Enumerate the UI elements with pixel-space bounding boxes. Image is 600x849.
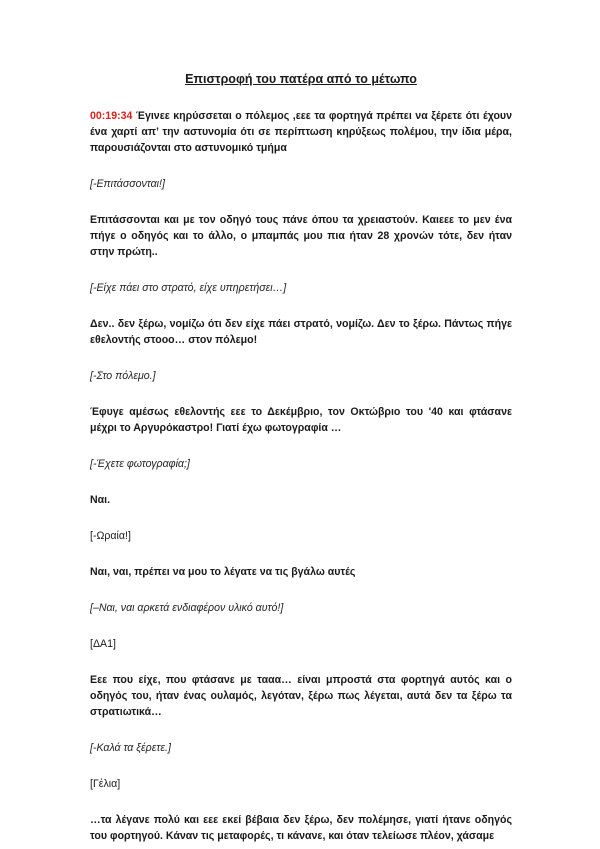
- paragraph: Επιτάσσονται και με τον οδηγό τους πάνε όπου τα χρειαστούν. Καιεεε το μεν ένα πήγε ο οδηγός και το άλλο, ο μπαμπάς μου πια ήταν 28 χρονών τότε, δεν ήταν στην πρώτη..: [90, 214, 512, 258]
- paragraph: Έφυγε αμέσως εθελοντής εεε το Δεκέμβριο, τον Οκτώβριο του '40 και φτάσανε μέχρι το Αργυρόκαστρο! Γιατί έχω φωτογραφία …: [90, 406, 512, 434]
- first-paragraph-text: Έγινεε κηρύσσεται ο πόλεμος ,εεε τα φορτηγά πρέπει να ξέρετε ότι έχουν ένα χαρτί απ’ την αστυνομία ότι σε περίπτωση κηρύξεως πολέμου, την ίδια μέρα, παρουσιάζονται στο αστυνομικό τμήμα: [90, 110, 512, 154]
- paragraph: [Γέλια]: [90, 778, 121, 790]
- timestamp: 00:19:34: [90, 110, 133, 122]
- paragraph: [-Ωραία!]: [90, 530, 131, 542]
- paragraph: Ναι, ναι, πρέπει να μου το λέγατε να τις βγάλω αυτές: [90, 566, 356, 578]
- transcript-body: [90, 176, 512, 844]
- paragraph: [–Ναι, ναι αρκετά ενδιαφέρον υλικό αυτό!]: [90, 602, 284, 614]
- paragraph: [-Είχε πάει στο στρατό, είχε υπηρετήσει…]: [90, 282, 287, 294]
- paragraph: [-Καλά τα ξέρετε.]: [90, 742, 171, 754]
- first-paragraph: [90, 108, 512, 156]
- paragraph: [ΔΑ1]: [90, 638, 116, 650]
- document-title: Επιστροφή του πατέρα από το μέτωπο: [185, 72, 417, 86]
- paragraph: [-Στο πόλεμο.]: [90, 370, 156, 382]
- paragraph: …τα λέγανε πολύ και εεε εκεί βέβαια δεν ξέρω, δεν πολέμησε, γιατί ήτανε οδηγός του φορτηγού. Κάναν τις μεταφορές, τι κάνανε, και όταν τελείωσε πλέον, χάσαμε: [90, 814, 512, 842]
- paragraph: Εεε που είχε, που φτάσανε με τααα… είναι μπροστά στα φορτηγά αυτός και ο οδηγός του, ήταν ένας ουλαμός, λεγόταν, ξέρω πως λέγεται, αυτά δεν τα ξέρω τα στρατιωτικά…: [90, 674, 512, 718]
- paragraph: Ναι.: [90, 494, 111, 506]
- paragraph: [-Επιτάσσονται!]: [90, 178, 165, 190]
- paragraph: [-Έχετε φωτογραφία;]: [90, 458, 190, 470]
- paragraph: Δεν.. δεν ξέρω, νομίζω ότι δεν είχε πάει στρατό, νομίζω. Δεν το ξέρω. Πάντως πήγε εθελοντής στοοο… στον πόλεμο!: [90, 318, 512, 346]
